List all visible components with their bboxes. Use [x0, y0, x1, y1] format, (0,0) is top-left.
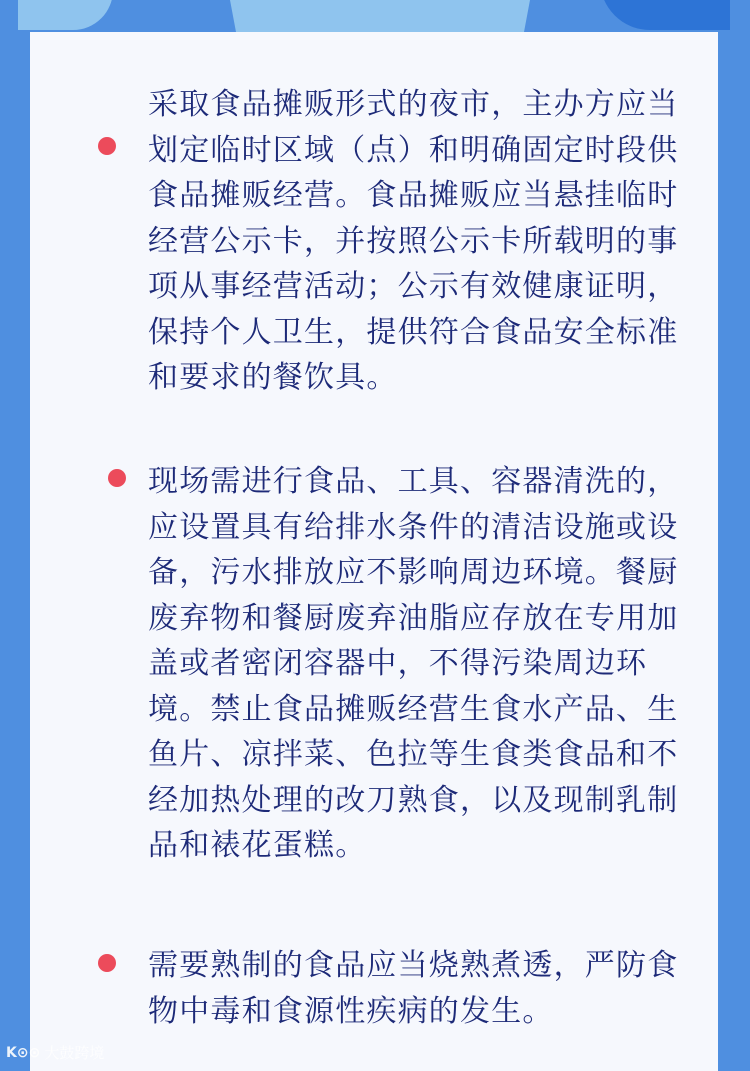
brand-logo-icon: K⊙⊙ [6, 1044, 41, 1061]
red-dot-bullet-icon [98, 137, 116, 155]
header-shape-center [230, 0, 530, 32]
watermark-text: 大鼓跨境 [44, 1044, 105, 1062]
list-item-text: 需要熟制的食品应当烧熟煮透，严防食物中毒和食源性疾病的发生。 [148, 948, 679, 1029]
list-item-text: 采取食品摊贩形式的夜市，主办方应当划定临时区域（点）和明确固定时段供食品摊贩经营。食品摊贩应当悬挂临时经营公示卡，并按照公示卡所载明的事项从事经营活动；公示有效健康证明，保持个人卫生，提供符合食品安全标准和要求的餐饮具。 [148, 87, 679, 395]
content-card [30, 32, 718, 1071]
red-dot-bullet-icon [108, 469, 126, 487]
header-decoration [0, 0, 750, 32]
red-dot-bullet-icon [98, 954, 116, 972]
header-shape-right [600, 0, 730, 30]
list-item-text: 现场需进行食品、工具、容器清洗的，应设置具有给排水条件的清洁设施或设备，污水排放应不影响周边环境。餐厨废弃物和餐厨废弃油脂应存放在专用加盖或者密闭容器中，不得污染周边环境。禁止食品摊贩经营生食水产品、生鱼片、凉拌菜、色拉等生食类食品和不经加热处理的改刀熟食，以及现制乳制品和裱花蛋糕。 [148, 464, 679, 863]
header-shape-left [18, 0, 113, 30]
watermark [6, 1042, 104, 1063]
